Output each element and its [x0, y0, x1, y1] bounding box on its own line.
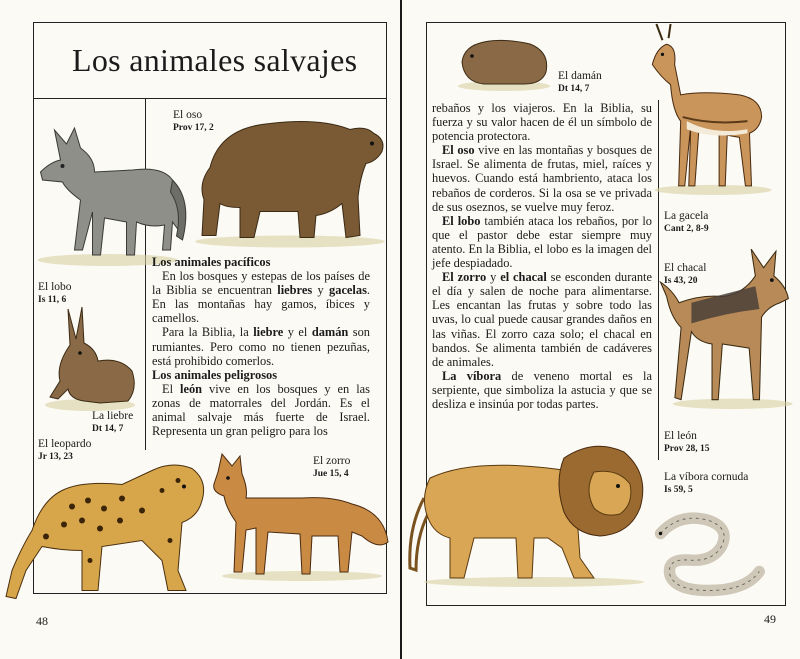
right-body-text: [432, 101, 652, 411]
paragraph-fox-jackal: El zorro y el chacal se esconden durante el día y salen de noche para alimentarse. Les encantan las frutas y sobre todo las uvas, lo cual puede causar grandes daños en las viñas. El zorro caza solo; el chacal en bandos. Se alimenta también de cadáveres de animales.: [432, 270, 653, 369]
left-body-text: [152, 255, 370, 438]
paragraph-peaceful-2: Para la Biblia, la liebre y el damán son rumiantes. Pero como no tienen pezuñas, está prohibido comerlos.: [152, 325, 370, 368]
gazelle-illustration: [638, 24, 778, 196]
page-number-left: 48: [36, 614, 48, 628]
caption-leopard: El leopardo Jr 13, 23: [38, 438, 92, 462]
page-number-right: 49: [764, 612, 776, 626]
right-page: [402, 0, 800, 659]
hare-illustration: [40, 305, 140, 415]
paragraph-dangerous-1: El león vive en los bosques y en las zonas de matorrales del Jordán. Es el animal salvaje más fuerte de Israel. Representa un gran peligro para los: [152, 381, 371, 439]
caption-viper: La víbora cornuda Is 59, 5: [664, 471, 749, 495]
paragraph-lion-continued: rebaños y los viajeros. En la Biblia, su fuerza y su valor hacen de él un símbolo de potencia protectora.: [432, 101, 652, 144]
caption-jackal: El chacal Is 43, 20: [664, 262, 707, 286]
hyrax-illustration: [454, 32, 554, 92]
fox-illustration: [212, 452, 392, 582]
lion-illustration: [404, 438, 654, 588]
viper-illustration: [638, 505, 778, 600]
heading-dangerous-animals: Los animales peligrosos: [152, 367, 278, 382]
wolf-illustration: [30, 100, 185, 270]
caption-hyrax: El damán Dt 14, 7: [558, 70, 602, 94]
leopard-illustration: [2, 448, 212, 603]
title-rule: [33, 98, 387, 99]
heading-peaceful-animals: Los animales pacíficos: [152, 255, 271, 269]
paragraph-viper: La víbora de veneno mortal es la serpiente, que simboliza la astucia y que se desliza e insinúa por todas partes.: [432, 368, 652, 411]
caption-gazelle: La gacela Cant 2, 8-9: [664, 210, 709, 234]
paragraph-peaceful-1: En los bosques y estepas de los países de la Biblia se encuentran liebres y gacelas. En las montañas hay gamos, íbices y camellos.: [152, 269, 371, 326]
paragraph-bear: El oso vive en las montañas y bosques de Israel. Se alimenta de frutas, miel, raíces y huevos. Cuando está hambriento, ataca los rebaños de corderos. Si la osa se ve privada de sus oseznos, se vuelve muy feroz.: [432, 143, 652, 214]
caption-bear: El oso Prov 17, 2: [173, 109, 214, 133]
jackal-illustration: [660, 245, 795, 410]
caption-lion: El león Prov 28, 15: [664, 430, 710, 454]
paragraph-wolf: El lobo también ataca los rebaños, por lo que el pastor debe estar siempre muy atento. En la Biblia, el lobo es la imagen del jefe despiadado.: [432, 213, 653, 271]
caption-wolf: El lobo Is 11, 6: [38, 281, 72, 305]
caption-hare: La liebre Dt 14, 7: [92, 410, 134, 434]
page-title: Los animales salvajes: [72, 42, 358, 78]
caption-fox: El zorro Jue 15, 4: [313, 455, 351, 479]
bear-illustration: [190, 105, 390, 250]
